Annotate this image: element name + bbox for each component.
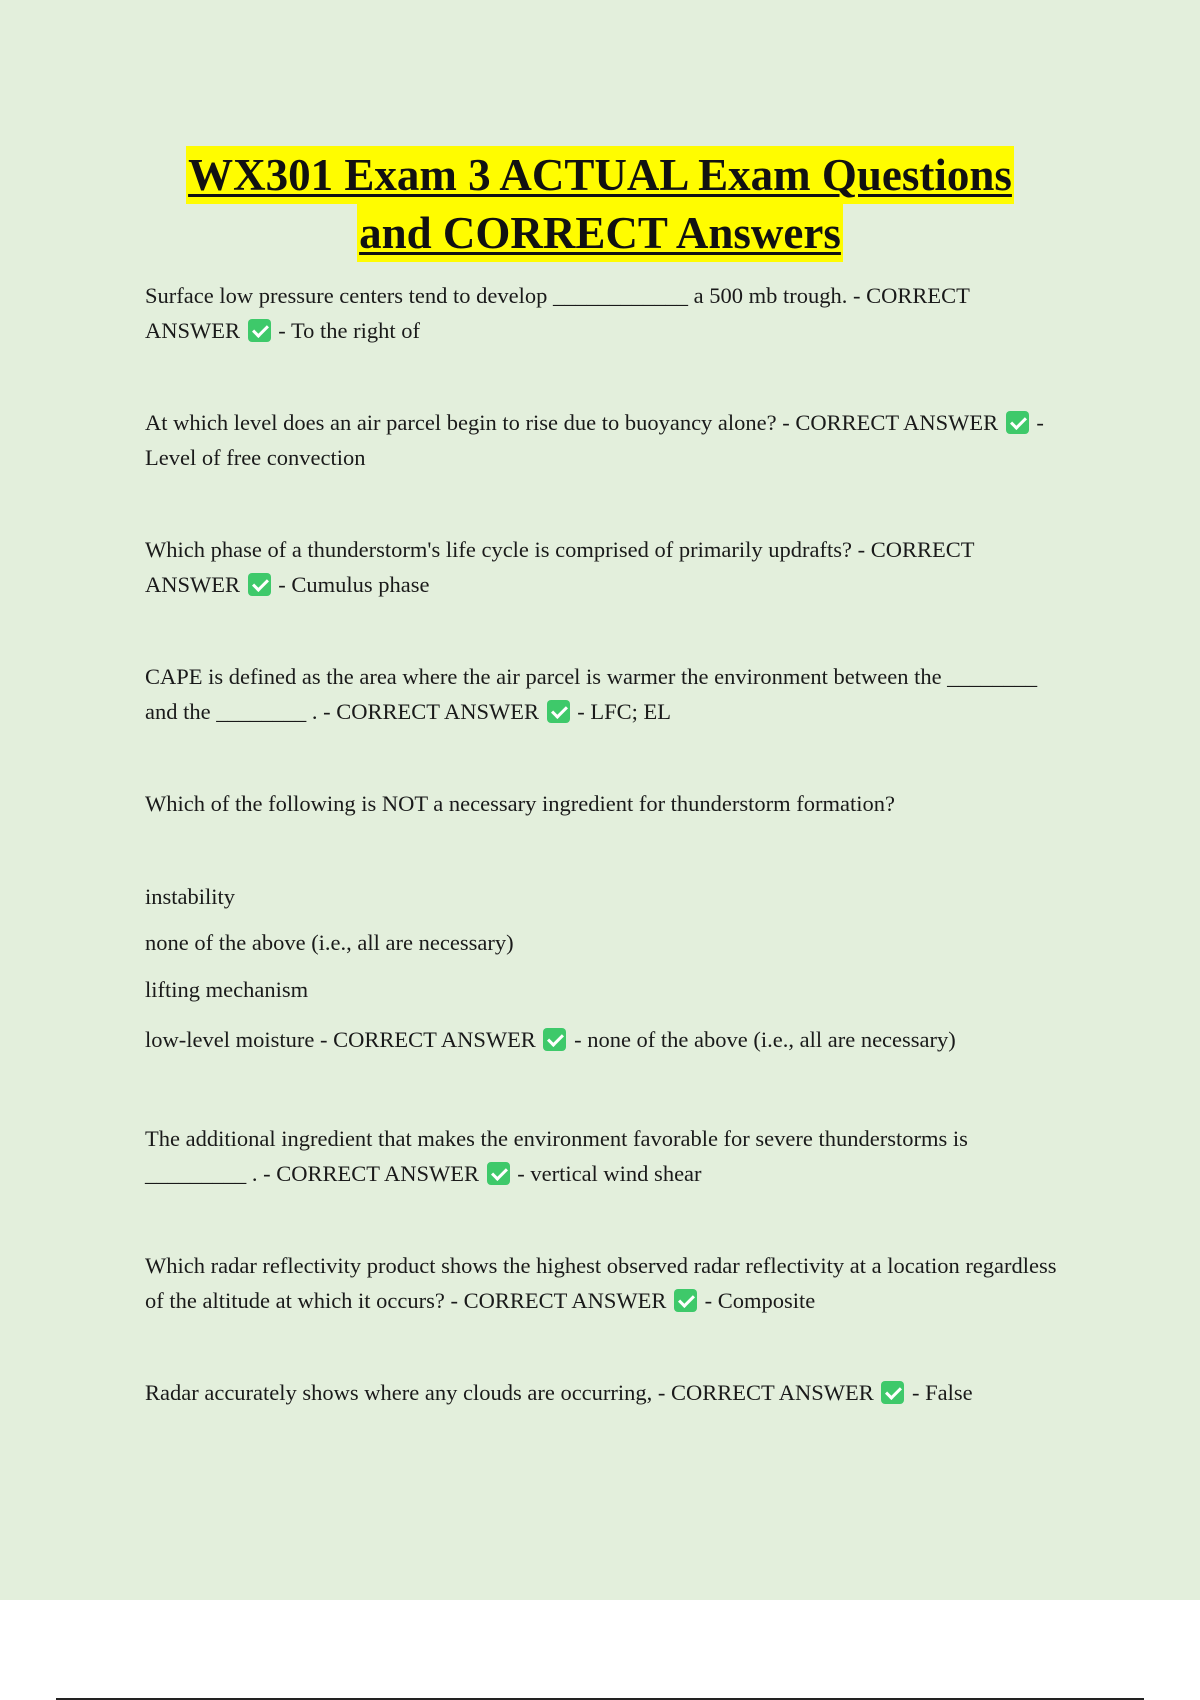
question-text: CAPE is defined as the area where the air parcel is warmer the environment between the ________ and the ________ . - CORRECT ANSWER [145, 664, 1038, 724]
qa-item-5-question [145, 786, 1065, 821]
answer-text: - none of the above (i.e., all are necessary) [574, 1027, 956, 1052]
qa-item-1 [145, 278, 1065, 348]
answer-text: - Composite [704, 1288, 816, 1313]
check-mark-icon [487, 1162, 510, 1185]
title-line-2: and CORRECT Answers [357, 204, 843, 262]
check-mark-icon [543, 1028, 566, 1051]
question-text: Which phase of a thunderstorm's life cycle is comprised of primarily updrafts? - CORRECT ANSWER [145, 537, 975, 597]
qa-item-2 [145, 405, 1065, 475]
option-item: instability [145, 884, 235, 909]
check-mark-icon [248, 573, 271, 596]
answer-text: - False [912, 1380, 973, 1405]
title-line-1: WX301 Exam 3 ACTUAL Exam Questions [186, 146, 1014, 204]
question-text: Which of the following is NOT a necessary ingredient for thunderstorm formation? [145, 791, 896, 816]
answer-text: - LFC; EL [577, 699, 671, 724]
qa-item-4 [145, 659, 1065, 729]
check-mark-icon [547, 700, 570, 723]
qa-item-6 [145, 1121, 1065, 1191]
check-mark-icon [674, 1289, 697, 1312]
question-text: Which radar reflectivity product shows the highest observed radar reflectivity at a location regardless of the altitude at which it occurs? - CORRECT ANSWER [145, 1253, 1057, 1313]
answer-text: - To the right of [278, 318, 420, 343]
qa-item-8 [145, 1375, 1065, 1410]
check-mark-icon [248, 319, 271, 342]
question-text: At which level does an air parcel begin to rise due to buoyancy alone? - CORRECT ANSWER [145, 410, 999, 435]
qa-item-7 [145, 1248, 1065, 1318]
option-text: low-level moisture - CORRECT ANSWER [145, 1027, 536, 1052]
option-item: none of the above (i.e., all are necessary) [145, 930, 514, 955]
qa-item-3 [145, 532, 1065, 602]
answer-text: - Cumulus phase [278, 572, 430, 597]
question-text: Radar accurately shows where any clouds are occurring, - CORRECT ANSWER [145, 1380, 874, 1405]
check-mark-icon [881, 1381, 904, 1404]
question-text: Surface low pressure centers tend to develop ____________ a 500 mb trough. - CORRECT ANSWER [145, 283, 970, 343]
answer-text: - vertical wind shear [517, 1161, 702, 1186]
check-mark-icon [1006, 411, 1029, 434]
question-text: The additional ingredient that makes the environment favorable for severe thunderstorms is _________ . - CORRECT ANSWER [145, 1126, 968, 1186]
option-item: lifting mechanism [145, 977, 309, 1002]
answer-text: - Level of free convection [145, 410, 1044, 470]
document-title [0, 146, 1200, 262]
option-item-answer [145, 1025, 956, 1055]
